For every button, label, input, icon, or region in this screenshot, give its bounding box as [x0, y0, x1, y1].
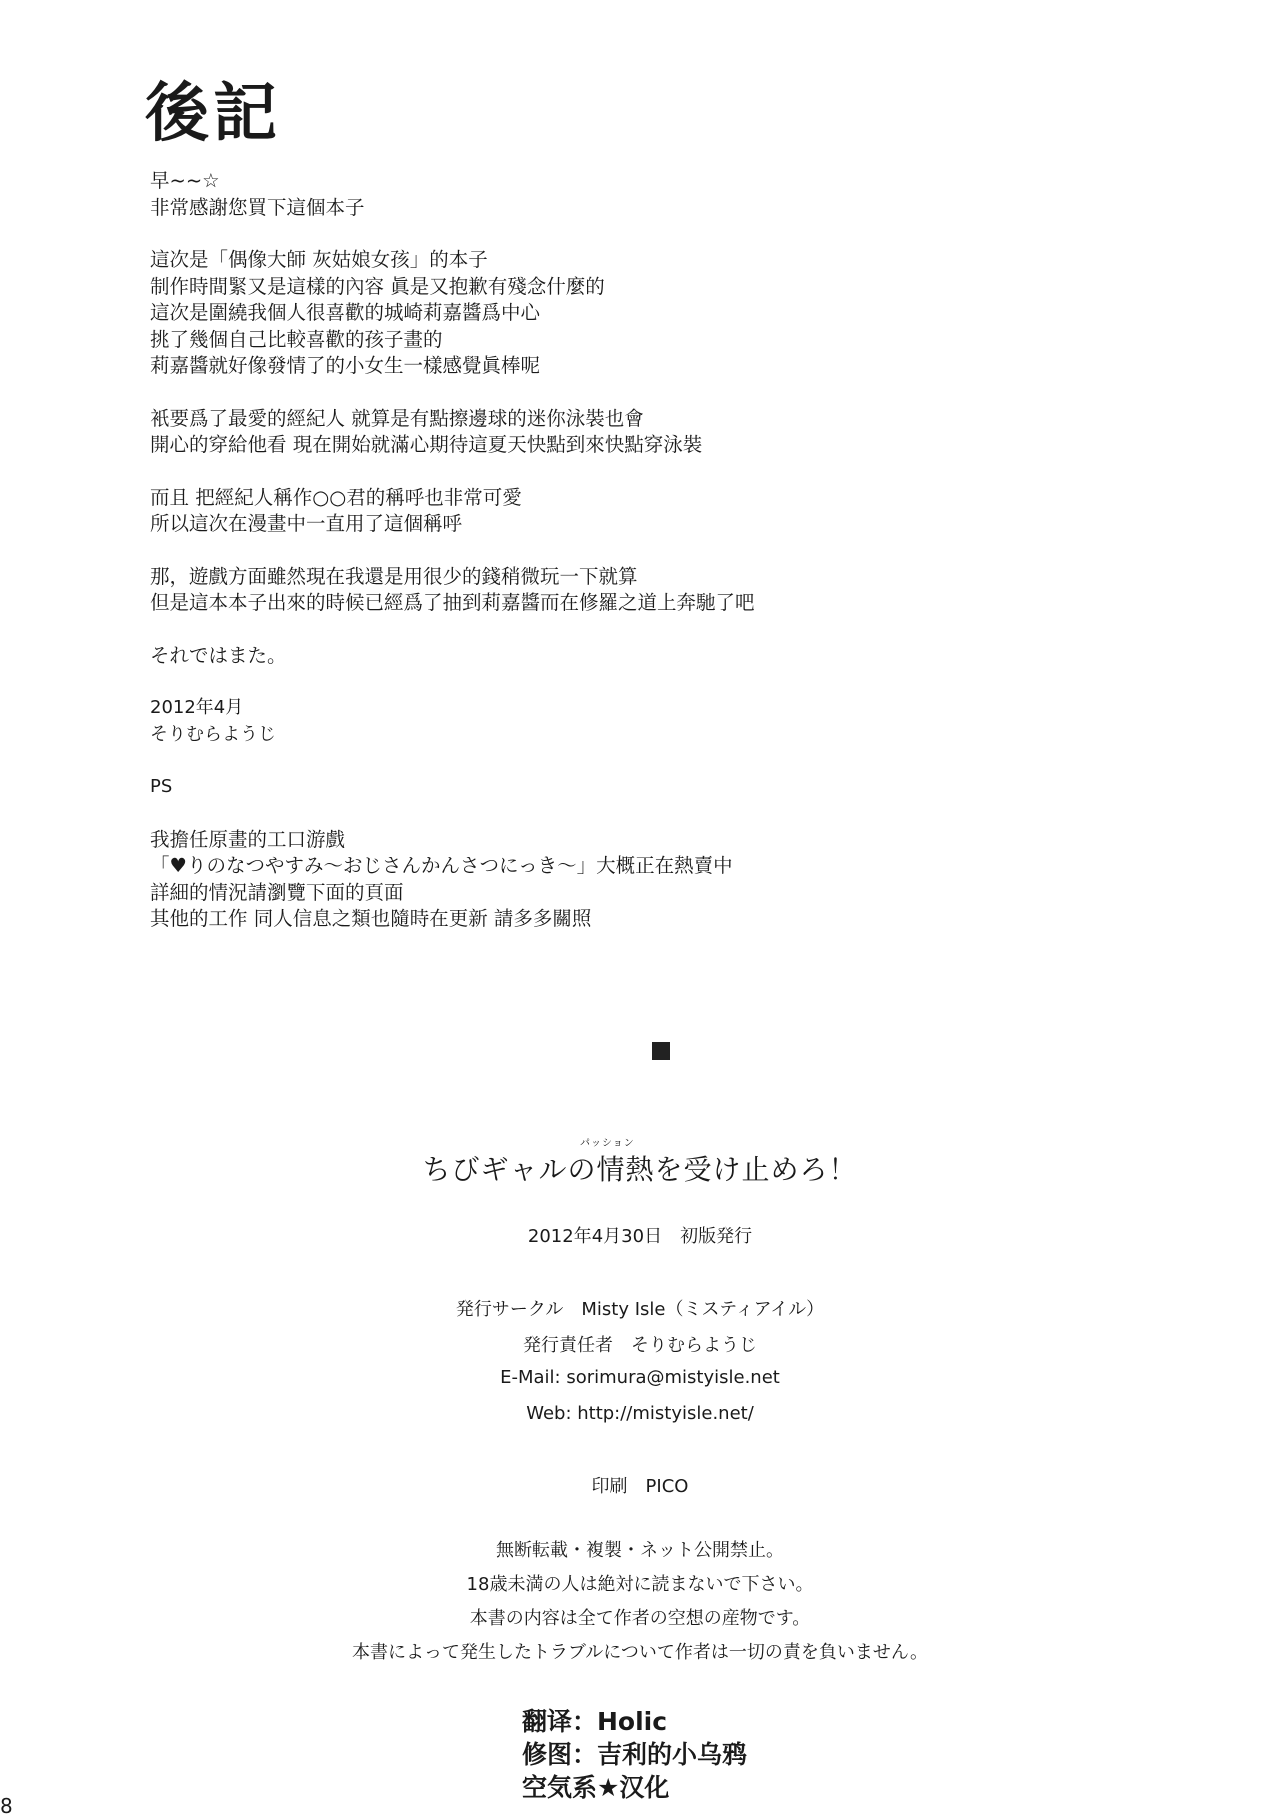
contact-email: E-Mail: sorimura@mistyisle.net	[500, 1367, 780, 1388]
publisher-responsible: 発行責任者 そりむらようじ	[523, 1335, 757, 1356]
text-line: 早~~☆	[150, 169, 220, 192]
author-name: そりむらようじ	[150, 723, 276, 745]
paragraph-swimsuit	[150, 406, 1130, 459]
text-line: それではまた。	[150, 643, 287, 667]
website-url: Web: http://mistyisle.net/	[526, 1403, 754, 1424]
paragraph-nickname	[150, 485, 1130, 538]
paragraph-greeting	[150, 168, 1130, 221]
title-ruby: パッション	[580, 1138, 635, 1149]
text-line: 制作時間緊又是這樣的內容 眞是又抱歉有殘念什麼的	[150, 274, 605, 298]
text-line: 所以這次在漫畫中一直用了這個稱呼	[150, 512, 463, 535]
ps-label: PS	[150, 776, 173, 797]
text-line: 其他的工作 同人信息之類也隨時在更新 請多多關照	[150, 907, 592, 930]
credit-translator: 翻译：Holic	[522, 1707, 668, 1736]
text-line: 衹要爲了最愛的經紀人 就算是有點擦邊球的迷你泳裝也會	[150, 406, 644, 430]
afterword-body	[150, 168, 1130, 959]
notice-line: 18歳未満の人は絶対に読まないで下さい。	[466, 1574, 814, 1595]
text-line: 非常感謝您買下這個本子	[150, 195, 365, 219]
paragraph-signature	[150, 695, 1130, 748]
notice-line: 本書によって発生したトラブルについて作者は一切の責を負いません。	[352, 1642, 928, 1663]
book-title: ちびギャルの情熱を受け止めろ！	[422, 1153, 858, 1186]
paragraph-game	[150, 564, 1130, 617]
text-line: 開心的穿給他看 現在開始就滿心期待這夏天快點到來快點穿泳裝	[150, 433, 703, 456]
page-number: 8	[0, 1794, 13, 1818]
text-line: 而且 把經紀人稱作○○君的稱呼也非常可愛	[150, 485, 522, 509]
printer: 印刷 PICO	[591, 1476, 689, 1497]
text-line: 這次是圍繞我個人很喜歡的城崎莉嘉醬爲中心	[150, 301, 541, 324]
paragraph-ps-label	[150, 774, 1130, 801]
page-title: 後記	[145, 77, 281, 151]
text-line: 詳細的情況請瀏覽下面的頁面	[150, 880, 404, 904]
text-line: 那，遊戲方面雖然現在我還是用很少的錢稍微玩一下就算	[150, 564, 638, 588]
translation-credits	[522, 1705, 747, 1804]
credit-editor: 修图：吉利的小乌鸦	[522, 1740, 748, 1769]
credit-group: 空気系★汉化	[522, 1773, 670, 1802]
section-divider-square	[652, 1042, 670, 1060]
date-line: 2012年4月	[150, 697, 244, 718]
paragraph-about-book	[150, 247, 1130, 380]
publisher-circle: 発行サークル Misty Isle（ミスティアイル）	[455, 1299, 825, 1320]
notice-line: 無断転載・複製・ネット公開禁止。	[496, 1540, 784, 1561]
text-line: 挑了幾個自己比較喜歡的孩子畫的	[150, 327, 443, 351]
text-line: 但是這本本子出來的時候已經爲了抽到莉嘉醬而在修羅之道上奔馳了吧	[150, 591, 755, 614]
text-line: 莉嘉醬就好像發情了的小女生一樣感覺眞棒呢	[150, 354, 541, 377]
text-line: 這次是「偶像大師 灰姑娘女孩」的本子	[150, 248, 488, 271]
text-line: 我擔任原畫的工口游戲	[150, 827, 346, 851]
paragraph-ps	[150, 827, 1130, 933]
text-line: 「♥りのなつやすみ～おじさんかんさつにっき～」大概正在熱賣中	[150, 854, 733, 877]
paragraph-farewell	[150, 643, 1130, 670]
notice-line: 本書の内容は全て作者の空想の産物です。	[469, 1608, 811, 1629]
publication-date: 2012年4月30日 初版発行	[527, 1226, 753, 1247]
